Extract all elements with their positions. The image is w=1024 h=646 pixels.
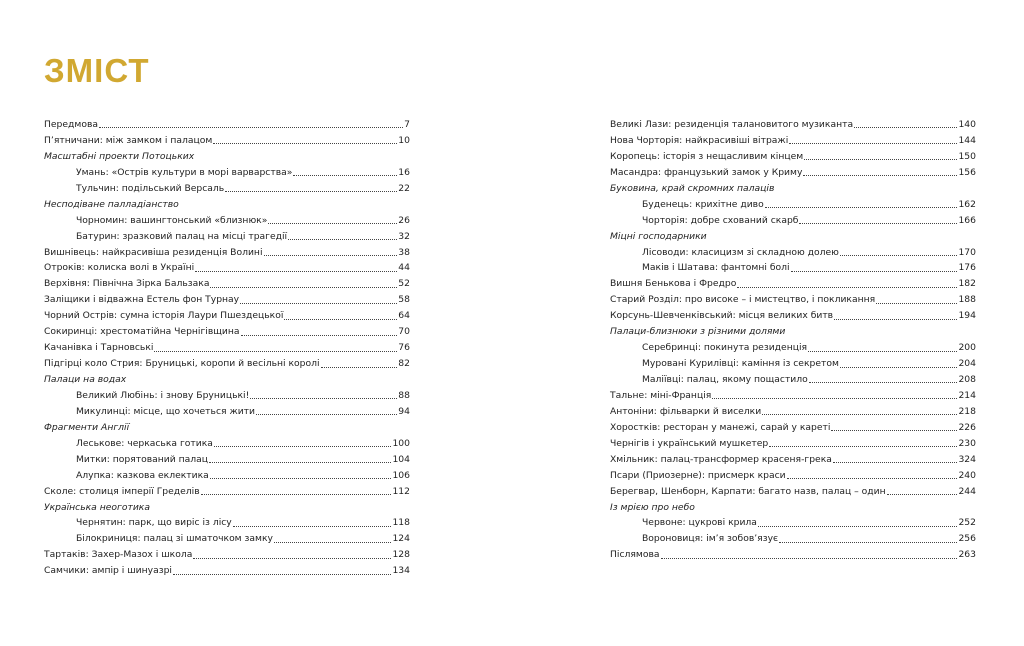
- toc-page-number: 70: [398, 326, 410, 338]
- toc-page-number: 156: [958, 166, 976, 178]
- toc-entry: [44, 229, 410, 245]
- toc-entry: [44, 308, 410, 324]
- toc-entry-title: Маліївці: палац, якому пощастило: [642, 374, 808, 385]
- toc-page-number: 252: [958, 517, 976, 529]
- dot-leader: [758, 526, 958, 527]
- toc-page-number: 200: [958, 342, 976, 354]
- toc-entry-title: Тульчин: подільський Версаль: [76, 182, 225, 194]
- toc-entry-title: Алупка: казкова еклектика: [76, 469, 209, 481]
- toc-section-heading: [44, 372, 410, 388]
- dot-leader: [831, 430, 957, 431]
- toc-page-number: 214: [958, 389, 976, 401]
- dot-leader: [256, 414, 397, 415]
- dot-leader: [99, 127, 403, 128]
- toc-entry-title: Тартаків: Захер-Мазох і школа: [44, 549, 193, 561]
- toc-entry-title: Чорномин: вашингтонський «близнюк»: [76, 214, 268, 226]
- toc-entry: [44, 563, 410, 579]
- toc-page-number: 106: [392, 469, 410, 481]
- dot-leader: [193, 558, 391, 559]
- toc-entry-title: Маків і Шатава: фантомні болі: [642, 262, 790, 274]
- toc-entry-title: Масштабні проекти Потоцьких: [44, 150, 195, 162]
- toc-section-heading: [610, 181, 976, 197]
- toc-page-number: 188: [958, 294, 976, 306]
- toc-title: ЗМІСТ: [44, 52, 150, 89]
- toc-entry-title: Батурин: зразковий палац на місці трагедії: [76, 230, 288, 242]
- toc-entry: [44, 356, 410, 372]
- dot-leader: [321, 367, 398, 368]
- toc-page-number: 22: [398, 182, 410, 194]
- toc-entry: [44, 260, 410, 276]
- toc-entry-title: Вишнівець: найкрасивіша резиденція Волині: [44, 246, 263, 258]
- toc-entry: [610, 452, 976, 468]
- dot-leader: [737, 287, 957, 288]
- toc-page-number: 16: [398, 166, 410, 178]
- dot-leader: [264, 255, 398, 256]
- toc-entry-title: Самчики: ампір і шинуазрі: [44, 565, 172, 577]
- toc-entry-title: Буденець: крихітне диво: [642, 198, 764, 210]
- toc-entry: [44, 404, 410, 420]
- toc-entry: [610, 260, 976, 276]
- toc-entry: [610, 420, 976, 436]
- dot-leader: [240, 303, 397, 304]
- toc-entry-title: Коропець: історія з нещасливим кінцем: [610, 150, 804, 162]
- toc-page-number: 170: [958, 246, 976, 258]
- toc-entry-title: П’ятничани: між замком і палацом: [44, 134, 213, 146]
- dot-leader: [225, 191, 397, 192]
- toc-entry: [44, 165, 410, 181]
- toc-entry-title: Нова Чорторія: найкрасивіші вітражі: [610, 134, 789, 146]
- dot-leader: [808, 351, 957, 352]
- dot-leader: [268, 223, 397, 224]
- dot-leader: [803, 175, 957, 176]
- toc-entry-title: Післямова: [610, 549, 660, 561]
- toc-entry-title: Муровані Курилівці: каміння із секретом: [642, 358, 839, 370]
- toc-section-heading: [44, 500, 410, 516]
- toc-page-number: 58: [398, 294, 410, 306]
- toc-page-number: 38: [398, 246, 410, 258]
- toc-entry: [610, 117, 976, 133]
- toc-entry-title: Вороновиця: ім’я зобов’язує: [642, 533, 779, 545]
- toc-page-number: 128: [392, 549, 410, 561]
- dot-leader: [209, 462, 391, 463]
- toc-entry: [44, 547, 410, 563]
- toc-entry-title: Псари (Приозерне): присмерк краси: [610, 469, 786, 481]
- toc-entry-title: Леськове: черкаська готика: [76, 437, 213, 449]
- dot-leader: [213, 143, 397, 144]
- toc-page-number: 100: [392, 437, 410, 449]
- dot-leader: [887, 494, 958, 495]
- toc-section-heading: [44, 420, 410, 436]
- toc-entry: [610, 356, 976, 372]
- toc-entry-title: Чорторія: добре схований скарб: [642, 214, 799, 226]
- toc-page-number: 150: [958, 150, 976, 162]
- toc-entry-title: Лісоводи: класицизм зі складною долею: [642, 246, 839, 258]
- toc-entry-title: Умань: «Острів культури в морі варварства»: [76, 166, 293, 178]
- toc-entry-title: Берегвар, Шенборн, Карпати: багато назв, палац – один: [610, 485, 886, 497]
- toc-entry: [44, 531, 410, 547]
- toc-page-number: 144: [958, 134, 976, 146]
- toc-entry-title: Підгірці коло Стрия: Бруницькі, коропи й весільні королі: [44, 358, 320, 370]
- dot-leader: [250, 398, 397, 399]
- toc-entry-title: Хоростків: ресторан у манежі, сарай у кареті: [610, 421, 831, 433]
- toc-page-number: 226: [958, 421, 976, 433]
- toc-page-number: 240: [958, 469, 976, 481]
- toc-entry-title: Фрагменти Англії: [44, 421, 130, 433]
- toc-page-number: 208: [958, 374, 976, 385]
- toc-entry-title: Чорний Острів: сумна історія Лаури Пшездецької: [44, 310, 284, 322]
- toc-entry: [610, 372, 976, 388]
- dot-leader: [233, 526, 392, 527]
- dot-leader: [787, 478, 958, 479]
- toc-entry-title: Великі Лази: резиденція талановитого музиканта: [610, 119, 854, 130]
- toc-entry: [44, 388, 410, 404]
- toc-entry: [610, 468, 976, 484]
- toc-page-number: 104: [392, 453, 410, 465]
- toc-entry-title: Чернігів і український мушкетер: [610, 437, 769, 449]
- toc-entry: [610, 308, 976, 324]
- toc-entry-title: Червоне: цукрові крила: [642, 517, 757, 529]
- dot-leader: [799, 223, 957, 224]
- toc-entry: [610, 531, 976, 547]
- dot-leader: [712, 398, 957, 399]
- toc-entry: [44, 484, 410, 500]
- dot-leader: [210, 478, 392, 479]
- dot-leader: [195, 271, 397, 272]
- toc-section-heading: [44, 197, 410, 213]
- dot-leader: [834, 319, 957, 320]
- toc-entry-title: Качанівка і Тарновські: [44, 342, 154, 354]
- toc-entry-title: Хмільник: палац-трансформер красеня-грека: [610, 453, 832, 465]
- toc-entry: [610, 292, 976, 308]
- toc-entry: [44, 436, 410, 452]
- dot-leader: [173, 574, 391, 575]
- dot-leader: [809, 382, 958, 383]
- toc-entry: [610, 276, 976, 292]
- toc-page-number: 256: [958, 533, 976, 545]
- dot-leader: [804, 159, 957, 160]
- toc-entry-title: Отроків: колиска волі в Україні: [44, 262, 195, 274]
- toc-entry: [44, 213, 410, 229]
- toc-page-number: 44: [398, 262, 410, 274]
- toc-entry-title: Митки: порятований палац: [76, 453, 209, 465]
- toc-page-number: 218: [958, 405, 976, 417]
- toc-entry: [44, 181, 410, 197]
- toc-page-number: 134: [392, 565, 410, 577]
- toc-entry-title: Сколе: столиця імперії Гределів: [44, 485, 200, 497]
- toc-entry-title: Білокриниця: палац зі шматочком замку: [76, 533, 273, 545]
- toc-entry-title: Палаци на водах: [44, 374, 127, 385]
- dot-leader: [789, 143, 957, 144]
- toc-entry: [610, 484, 976, 500]
- toc-section-heading: [610, 500, 976, 516]
- toc-entry-title: Серебринці: покинута резиденція: [642, 342, 808, 354]
- dot-leader: [288, 239, 397, 240]
- toc-entry-title: Міцні господарники: [610, 230, 707, 242]
- toc-page-number: 162: [958, 198, 976, 210]
- toc-entry-title: Несподіване палладіанство: [44, 198, 179, 210]
- dot-leader: [661, 558, 958, 559]
- toc-entry-title: Верхівня: Північна Зірка Бальзака: [44, 278, 210, 290]
- toc-entry-title: Чернятин: парк, що виріс із лісу: [76, 517, 232, 529]
- dot-leader: [214, 446, 392, 447]
- toc-entry: [44, 292, 410, 308]
- dot-leader: [284, 319, 397, 320]
- dot-leader: [210, 287, 397, 288]
- toc-page-number: 32: [398, 230, 410, 242]
- dot-leader: [854, 127, 957, 128]
- toc-page-number: 10: [398, 134, 410, 146]
- dot-leader: [840, 255, 958, 256]
- dot-leader: [791, 271, 958, 272]
- toc-entry: [610, 547, 976, 563]
- toc-entry: [610, 149, 976, 165]
- toc-entry-title: Передмова: [44, 119, 98, 130]
- toc-page-number: 112: [392, 485, 410, 497]
- dot-leader: [293, 175, 397, 176]
- toc-entry: [610, 404, 976, 420]
- dot-leader: [765, 207, 958, 208]
- toc-entry: [610, 197, 976, 213]
- dot-leader: [840, 367, 958, 368]
- dot-leader: [833, 462, 958, 463]
- toc-entry-title: Буковина, край скромних палаців: [610, 182, 775, 194]
- dot-leader: [201, 494, 392, 495]
- toc-entry: [610, 515, 976, 531]
- toc-section-heading: [610, 229, 976, 245]
- toc-entry: [44, 452, 410, 468]
- toc-entry-title: Заліщики і відважна Естель фон Турнау: [44, 294, 240, 306]
- toc-entry: [44, 276, 410, 292]
- toc-entry: [610, 165, 976, 181]
- toc-page-number: 88: [398, 389, 410, 401]
- toc-entry: [610, 388, 976, 404]
- toc-entry-title: Тальне: міні-Франція: [610, 389, 712, 401]
- toc-right-column: [610, 117, 976, 563]
- toc-left-column: [44, 117, 410, 579]
- toc-page-number: 76: [398, 342, 410, 354]
- toc-entry: [610, 340, 976, 356]
- toc-page-number: 324: [958, 453, 976, 465]
- toc-page-number: 118: [392, 517, 410, 529]
- toc-page-number: 194: [958, 310, 976, 322]
- dot-leader: [241, 335, 398, 336]
- toc-entry-title: Палаци-близнюки з різними долями: [610, 326, 786, 338]
- toc-entry: [610, 245, 976, 261]
- toc-entry-title: Антоніни: фільварки й виселки: [610, 405, 762, 417]
- dot-leader: [779, 542, 957, 543]
- toc-entry-title: Із мрією про небо: [610, 501, 695, 513]
- toc-entry-title: Старий Розділ: про високе – і мистецтво, і покликання: [610, 294, 876, 306]
- toc-entry-title: Великий Любінь: і знову Бруницькі!: [76, 389, 250, 401]
- toc-entry: [610, 213, 976, 229]
- toc-page-number: 204: [958, 358, 976, 370]
- toc-section-heading: [44, 149, 410, 165]
- dot-leader: [274, 542, 391, 543]
- toc-entry: [44, 340, 410, 356]
- toc-entry: [44, 324, 410, 340]
- toc-page-number: 64: [398, 310, 410, 322]
- toc-entry: [610, 133, 976, 149]
- toc-entry: [44, 245, 410, 261]
- toc-entry-title: Сокиринці: хрестоматійна Чернігівщина: [44, 326, 240, 338]
- toc-entry-title: Вишня Бенькова і Фредро: [610, 278, 737, 290]
- toc-page-number: 82: [398, 358, 410, 370]
- toc-entry-title: Микулинці: місце, що хочеться жити: [76, 405, 256, 417]
- toc-page-number: 182: [958, 278, 976, 290]
- toc-page-number: 230: [958, 437, 976, 449]
- toc-section-heading: [610, 324, 976, 340]
- toc-entry: [44, 133, 410, 149]
- toc-page-number: 94: [398, 405, 410, 417]
- toc-entry: [610, 436, 976, 452]
- dot-leader: [876, 303, 957, 304]
- toc-entry: [44, 468, 410, 484]
- toc-entry-title: Масандра: французький замок у Криму: [610, 166, 803, 178]
- toc-entry: [44, 515, 410, 531]
- toc-page-number: 124: [392, 533, 410, 545]
- toc-page-number: 52: [398, 278, 410, 290]
- toc-page-number: 263: [958, 549, 976, 561]
- toc-entry-title: Українська неоготика: [44, 501, 150, 513]
- toc-entry: [44, 117, 410, 133]
- toc-page-number: 26: [398, 214, 410, 226]
- toc-entry-title: Корсунь-Шевченківський: місця великих битв: [610, 310, 834, 322]
- dot-leader: [769, 446, 957, 447]
- dot-leader: [154, 351, 397, 352]
- dot-leader: [762, 414, 957, 415]
- toc-page-number: 7: [404, 119, 410, 130]
- toc-page-number: 140: [958, 119, 976, 130]
- toc-page-number: 166: [958, 214, 976, 226]
- toc-page-number: 176: [958, 262, 976, 274]
- toc-page-number: 244: [958, 485, 976, 497]
